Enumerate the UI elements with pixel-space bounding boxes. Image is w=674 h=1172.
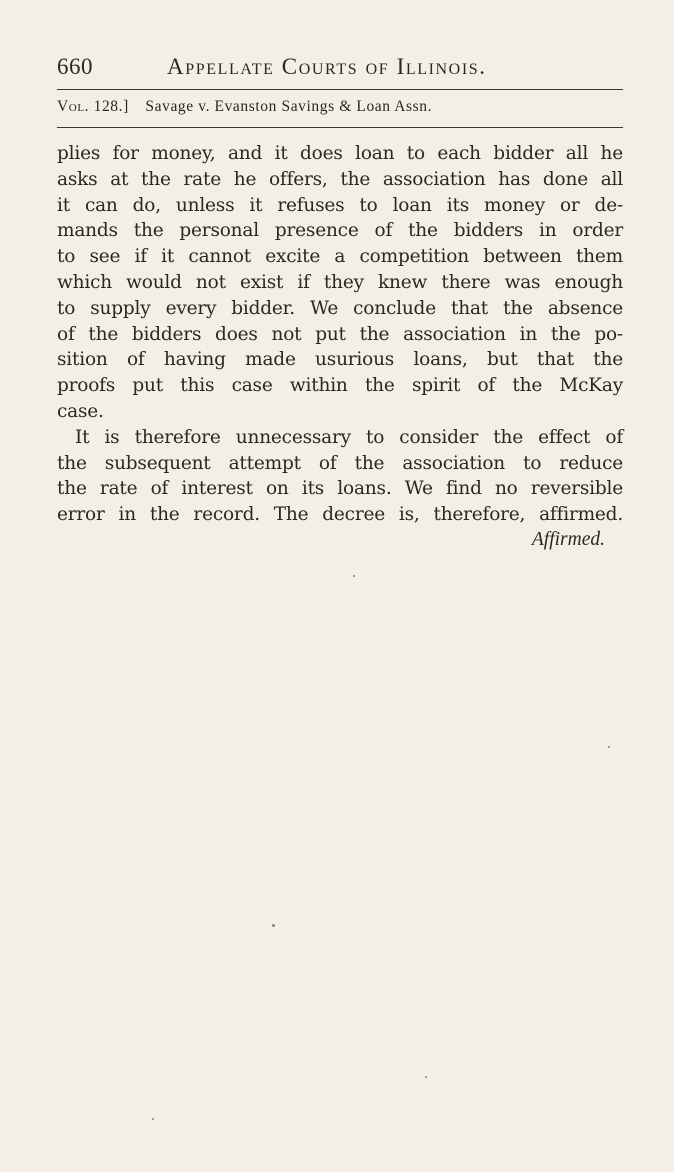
opinion-text xyxy=(57,141,623,528)
paper-speck xyxy=(425,1076,427,1078)
text-line: error in the record. The decree is, therefore, affirmed. xyxy=(57,504,623,526)
text-line: sition of having made usurious loans, but that the xyxy=(57,349,623,371)
text-line: which would not exist if they knew there was enough xyxy=(57,271,623,293)
text-line: It is therefore unnecessary to consider the effect of xyxy=(75,426,623,448)
paragraph-1 xyxy=(57,141,623,425)
text-line: to see if it cannot excite a competition between them xyxy=(57,246,623,268)
case-name: Savage v. Evanston Savings & Loan Assn. xyxy=(145,98,433,115)
text-line: case. xyxy=(57,400,104,422)
page-number: 660 xyxy=(57,54,93,79)
paragraph-2 xyxy=(57,425,623,528)
text-line: plies for money, and it does loan to each bidder all he xyxy=(57,143,623,164)
text-line: proofs put this case within the spirit of the McKay xyxy=(57,375,623,397)
text-line: of the bidders does not put the association in the po- xyxy=(57,323,623,345)
paper-speck xyxy=(353,575,355,577)
text-line: to supply every bidder. We conclude that the absence xyxy=(57,297,623,319)
reporter-title: Appellate Courts of Illinois. xyxy=(167,54,487,79)
text-line: it can do, unless it refuses to loan its money or de- xyxy=(57,194,623,216)
text-line: the subsequent attempt of the association to reduce xyxy=(57,452,623,474)
text-line: the rate of interest on its loans. We find no reversible xyxy=(57,478,623,500)
case-caption-line xyxy=(57,98,623,116)
paper-speck xyxy=(608,746,610,748)
text-line: mands the personal presence of the bidders in order xyxy=(57,220,623,242)
volume-number: Vol. 128.] xyxy=(57,98,129,115)
paper-speck xyxy=(152,1118,154,1120)
header-rule-top xyxy=(57,89,623,90)
disposition: Affirmed. xyxy=(531,529,605,550)
header-rule-bottom xyxy=(57,127,623,128)
text-line: asks at the rate he offers, the association has done all xyxy=(57,168,623,190)
paper-speck xyxy=(272,924,275,927)
running-head xyxy=(57,52,623,86)
